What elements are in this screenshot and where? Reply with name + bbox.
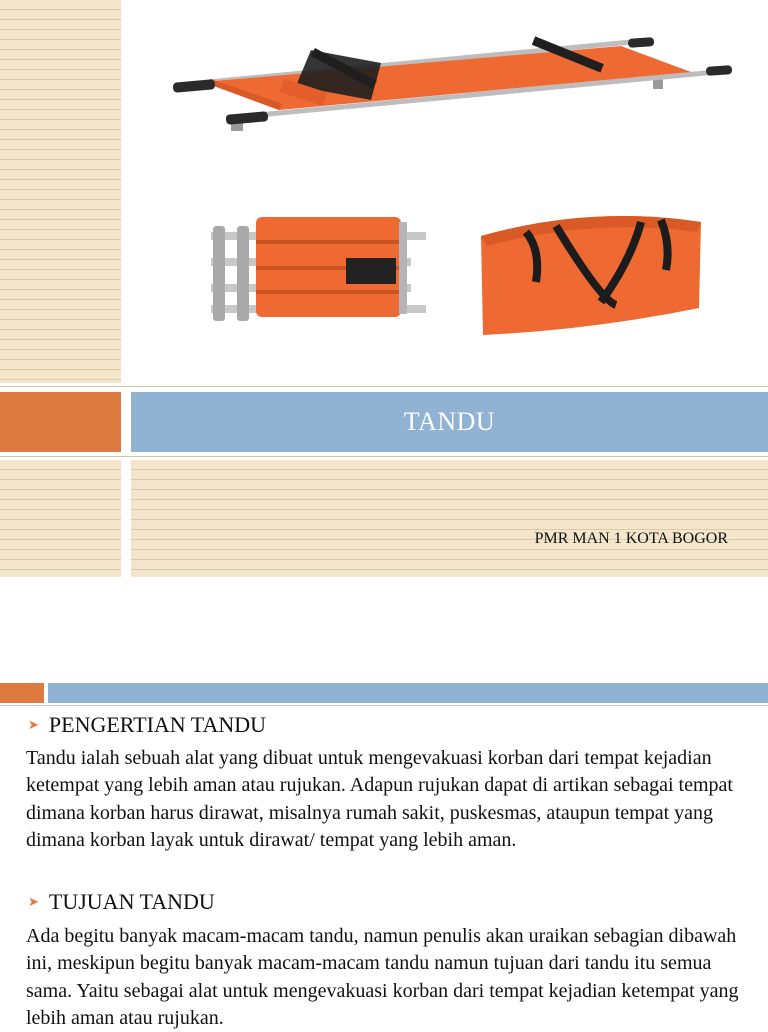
paragraph-pengertian: Tandu ialah sebuah alat yang dibuat untuk mengevakuasi korban dari tempat kejadian ketempat yang lebih aman atau rujukan. Adapun rujukan dapat di artikan sebagai tempat dimana korban harus dirawat, misalnya rumah sakit, puskesmas, ataupun tempat yang dimana korban layak untuk dirawat/ tempat yang lebih aman. bbox=[26, 747, 733, 851]
stretcher-illustration bbox=[131, 0, 768, 383]
slide-2 bbox=[0, 577, 768, 1029]
decor-blue-band bbox=[48, 683, 768, 703]
arrow-right-icon: ➤ bbox=[28, 717, 39, 733]
stretcher-open bbox=[173, 36, 733, 131]
arrow-right-icon: ➤ bbox=[28, 894, 39, 910]
bullet-heading-pengertian bbox=[28, 712, 266, 738]
decor-separator bbox=[121, 0, 131, 577]
decor-line bbox=[0, 456, 768, 457]
stretcher-folded bbox=[211, 217, 426, 321]
decor-orange-block bbox=[0, 683, 44, 703]
stretcher-photo bbox=[131, 0, 768, 383]
decor-line bbox=[0, 386, 768, 387]
decor-stripes-top bbox=[0, 0, 121, 383]
heading-text: TUJUAN TANDU bbox=[48, 889, 215, 914]
bullet-heading-tujuan bbox=[28, 889, 215, 915]
subtitle-band bbox=[131, 460, 768, 577]
decor-line bbox=[0, 705, 768, 706]
decor-orange-block bbox=[0, 392, 121, 452]
heading-text: PENGERTIAN TANDU bbox=[48, 712, 267, 737]
carry-bag bbox=[481, 216, 701, 335]
slide-title: TANDU bbox=[403, 407, 496, 436]
paragraph-tujuan: Ada begitu banyak macam-macam tandu, namun penulis akan uraikan sebagian dibawah ini, meskipun begitu banyak macam-macam tandu namun tujuan dari tandu itu semua sama. Yaitu sebagai alat untuk mengevakuasi korban dari tempat kejadian ketempat yang lebih aman atau rujukan. bbox=[26, 925, 739, 1029]
slide-subtitle: PMR MAN 1 KOTA BOGOR bbox=[534, 530, 728, 547]
decor-stripes-bottom bbox=[0, 460, 121, 577]
title-band bbox=[131, 392, 768, 452]
